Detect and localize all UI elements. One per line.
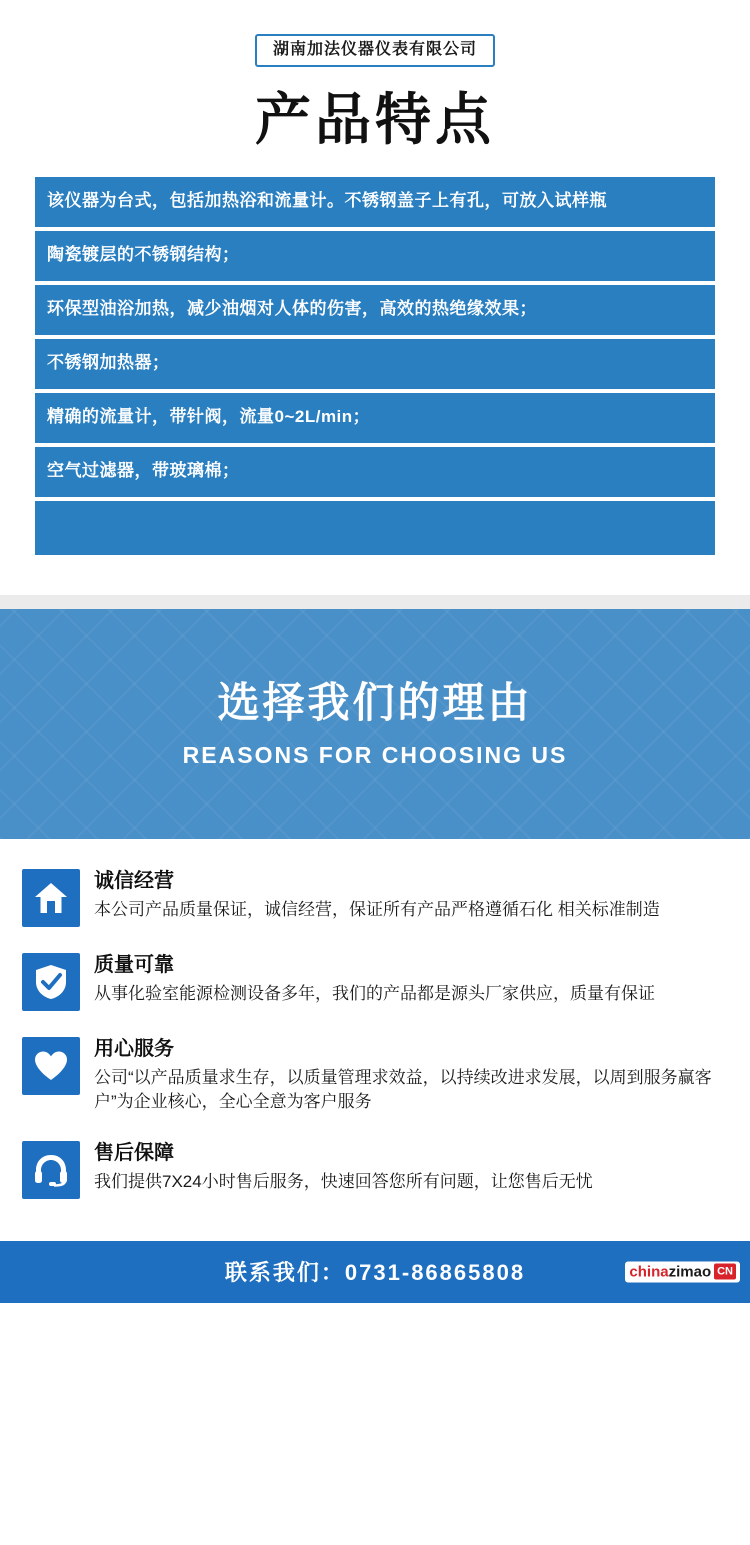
section-spacer bbox=[0, 559, 750, 595]
section-divider bbox=[0, 595, 750, 609]
headset-icon bbox=[22, 1141, 80, 1199]
footer-bar bbox=[0, 1241, 750, 1303]
feature-bar bbox=[35, 501, 715, 555]
feature-bar: 该仪器为台式，包括加热浴和流量计。不锈钢盖子上有孔，可放入试样瓶 bbox=[35, 177, 715, 227]
reason-desc: 我们提供7X24小时售后服务，快速回答您所有问题，让您售后无忧 bbox=[94, 1171, 593, 1191]
reason-title: 售后保障 bbox=[94, 1141, 174, 1164]
reasons-title-en: REASONS FOR CHOOSING US bbox=[182, 741, 568, 768]
reason-desc: 本公司产品质量保证，诚信经营，保证所有产品严格遵循石化 相关标准制造 bbox=[94, 899, 660, 919]
reasons-list bbox=[0, 839, 750, 1241]
feature-bar: 陶瓷镀层的不锈钢结构； bbox=[35, 231, 715, 281]
reason-title: 质量可靠 bbox=[94, 953, 174, 976]
reason-desc: 公司“以产品质量求生存，以质量管理求效益，以持续改进求发展，以周到服务赢客户”为企业核心，全心全意为客户服务 bbox=[94, 1067, 712, 1112]
reason-title: 用心服务 bbox=[94, 1037, 174, 1060]
feature-list bbox=[0, 177, 750, 555]
reason-text bbox=[94, 953, 728, 1007]
reason-text bbox=[94, 1037, 728, 1115]
company-badge-wrap bbox=[0, 34, 750, 67]
logo-zimao-text: zimao bbox=[668, 1263, 712, 1281]
logo-china-text: china bbox=[629, 1263, 669, 1281]
reason-title: 诚信经营 bbox=[94, 869, 174, 892]
feature-bar: 精确的流量计，带针阀，流量0~2L/min； bbox=[35, 393, 715, 443]
logo-cn-badge: CN bbox=[714, 1264, 736, 1280]
feature-bar: 环保型油浴加热，减少油烟对人体的伤害，高效的热绝缘效果； bbox=[35, 285, 715, 335]
list-item bbox=[22, 1037, 728, 1115]
company-badge: 湖南加法仪器仪表有限公司 bbox=[255, 34, 495, 67]
product-features-section bbox=[0, 0, 750, 595]
contact-text: 联系我们：0731-86865808 bbox=[224, 1260, 526, 1286]
reason-text bbox=[94, 869, 728, 923]
reason-text bbox=[94, 1141, 728, 1195]
chinazimao-logo[interactable] bbox=[625, 1261, 740, 1282]
feature-bar: 空气过滤器，带玻璃棉； bbox=[35, 447, 715, 497]
list-item bbox=[22, 1141, 728, 1199]
list-item bbox=[22, 869, 728, 927]
reason-desc: 从事化验室能源检测设备多年，我们的产品都是源头厂家供应，质量有保证 bbox=[94, 983, 655, 1003]
page-title: 产品特点 bbox=[255, 88, 495, 151]
list-item bbox=[22, 953, 728, 1011]
home-icon bbox=[22, 869, 80, 927]
reasons-title-cn: 选择我们的理由 bbox=[217, 678, 533, 726]
reasons-banner bbox=[0, 609, 750, 839]
heart-icon bbox=[22, 1037, 80, 1095]
shield-check-icon bbox=[22, 953, 80, 1011]
feature-bar: 不锈钢加热器； bbox=[35, 339, 715, 389]
